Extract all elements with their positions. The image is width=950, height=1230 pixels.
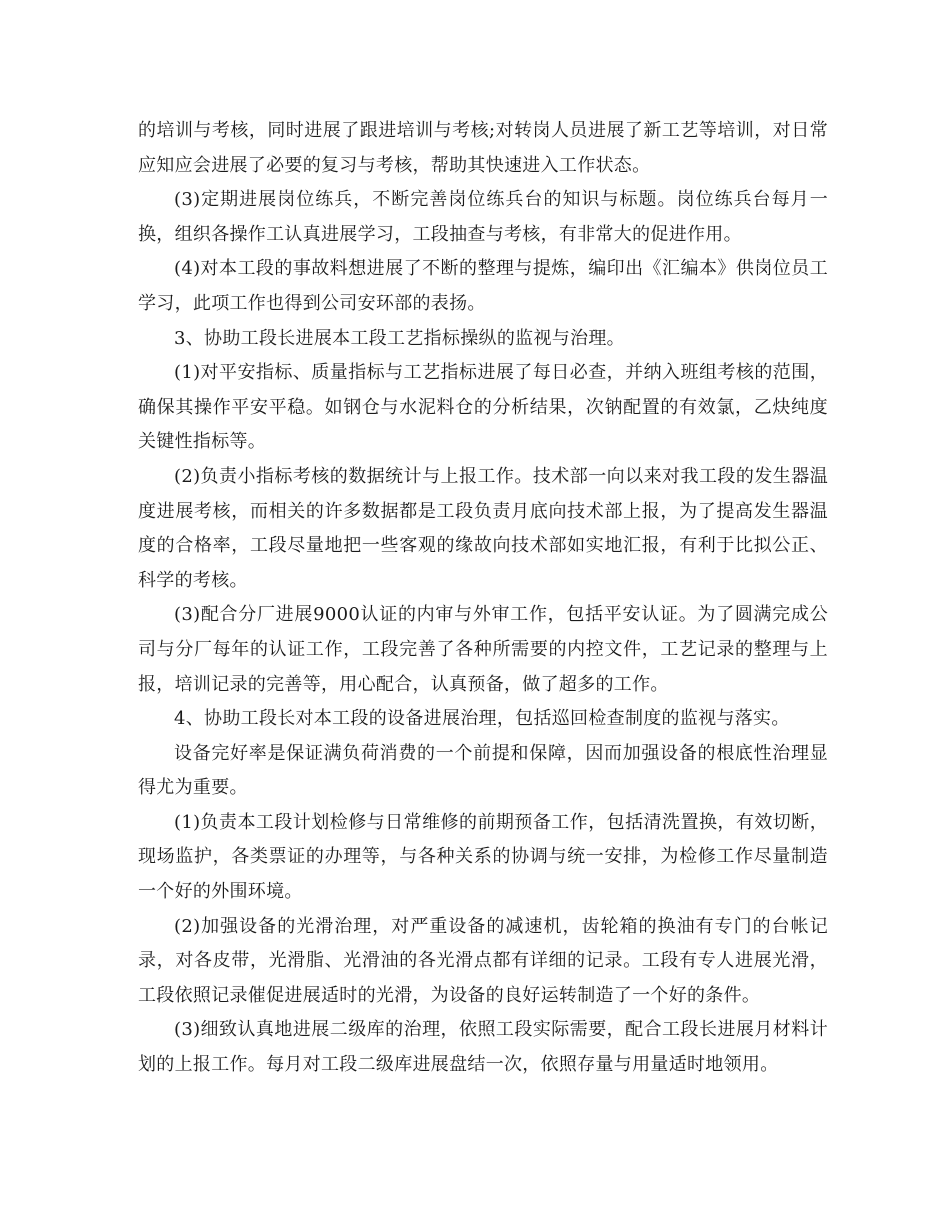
- paragraph-1: 的培训与考核，同时进展了跟进培训与考核;对转岗人员进展了新工艺等培训，对日常应知应会进展了必要的复习与考核，帮助其快速进入工作状态。: [138, 120, 828, 176]
- paragraph-12: (3)细致认真地进展二级库的治理，依照工段实际需要，配合工段长进展月材料计划的上报工作。每月对工段二级库进展盘结一次，依照存量与用量适时地领用。: [138, 1019, 828, 1076]
- document-body: [138, 114, 828, 1083]
- paragraph-6: (2)负责小指标考核的数据统计与上报工作。技术部一向以来对我工段的发生器温度进展考核，而相关的许多数据都是工段负责月底向技术部上报，为了提高发生器温度的合格率，工段尽量地把一些客观的缘故向技术部如实地汇报，有利于比拟公正、科学的考核。: [138, 465, 828, 591]
- paragraph-5: (1)对平安指标、质量指标与工艺指标进展了每日必查，并纳入班组考核的范围，确保其操作平安平稳。如钢仓与水泥料仓的分析结果，次钠配置的有效氯，乙炔纯度关键性指标等。: [138, 362, 828, 453]
- paragraph-7: (3)配合分厂进展9000认证的内审与外审工作，包括平安认证。为了圆满完成公司与分厂每年的认证工作，工段完善了各种所需要的内控文件，工艺记录的整理与上报，培训记录的完善等，用心配合，认真预备，做了超多的工作。: [138, 604, 828, 695]
- paragraph-10: (1)负责本工段计划检修与日常维修的前期预备工作，包括清洗置换，有效切断，现场监护，各类票证的办理等，与各种关系的协调与统一安排，为检修工作尽量制造一个好的外围环境。: [138, 811, 828, 903]
- paragraph-2: (3)定期进展岗位练兵，不断完善岗位练兵台的知识与标题。岗位练兵台每月一换，组织各操作工认真进展学习，工段抽查与考核，有非常大的促进作用。: [138, 189, 828, 245]
- section-heading-3: 3、协助工段长进展本工段工艺指标操纵的监视与治理。: [174, 327, 625, 349]
- paragraph-11: (2)加强设备的光滑治理，对严重设备的减速机，齿轮箱的换油有专门的台帐记录，对各皮带，光滑脂、光滑油的各光滑点都有详细的记录。工段有专人进展光滑，工段依照记录催促进展适时的光滑，为设备的良好运转制造了一个好的条件。: [138, 915, 828, 1006]
- paragraph-9: 设备完好率是保证满负荷消费的一个前提和保障，因而加强设备的根底性治理显得尤为重要。: [138, 742, 828, 799]
- paragraph-3: (4)对本工段的事故料想进展了不断的整理与提炼，编印出《汇编本》供岗位员工学习，此项工作也得到公司安环部的表扬。: [138, 258, 828, 314]
- section-heading-4: 4、协助工段长对本工段的设备进展治理，包括巡回检查制度的监视与落实。: [174, 708, 790, 730]
